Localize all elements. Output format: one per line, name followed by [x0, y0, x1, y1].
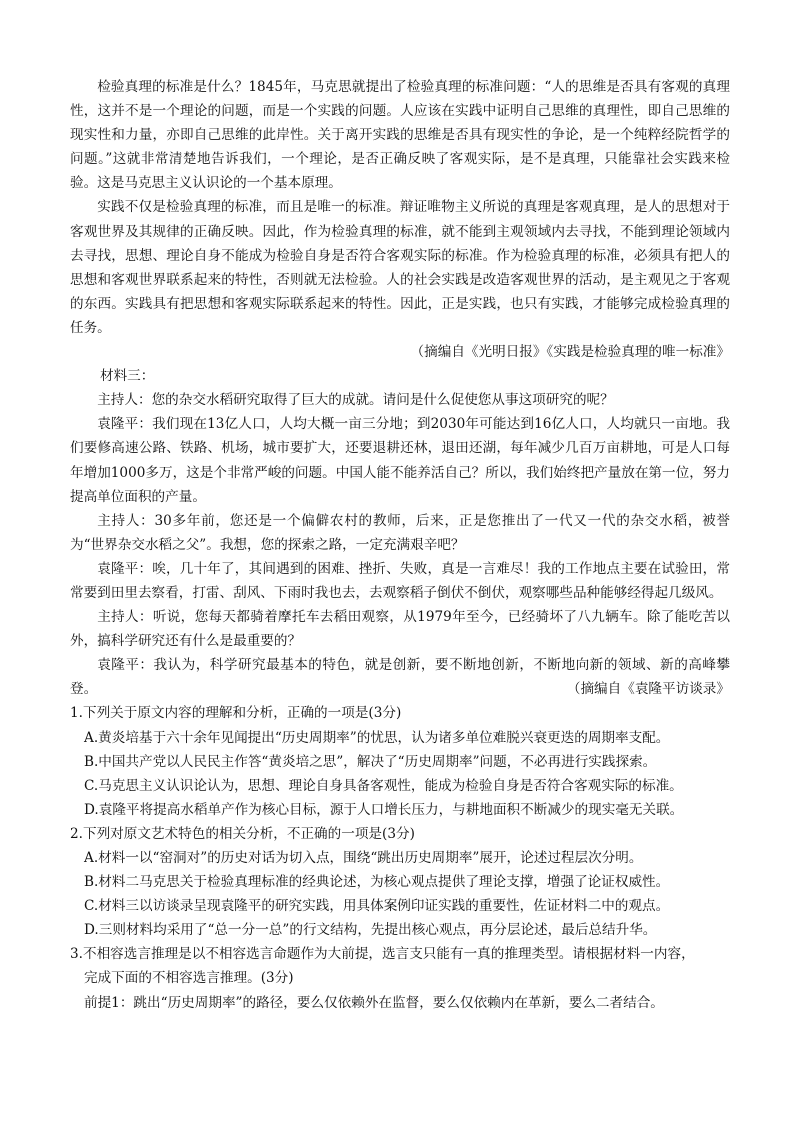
question-1: [70, 701, 730, 821]
question-2-option-a: A.材料一以“窑洞对”的历史对话为切入点，围绕“跳出历史周期率”展开，论述过程层次分明。: [84, 850, 643, 866]
material2-paragraph-1: 检验真理的标准是什么？1845年，马克思就提出了检验真理的标准问题：“人的思维是否具有客观的真理性，这并不是一个理论的问题，而是一个实践的问题。人应该在实践中证明自己思维的真理性，即自己思维的现实性和力量，亦即自己思维的此岸性。关于离开实践的思维是否具有现实性的争论，是一个纯粹经院哲学的问题。”这就非常清楚地告诉我们，一个理论，是否正确反映了客观实际，是不是真理，只能靠社会实践来检验。这是马克思主义认识论的一个基本原理。: [70, 79, 730, 192]
interview-line: [70, 388, 730, 412]
interview-transcript: [70, 388, 730, 701]
speech-text: 30多年前，您还是一个偏僻农村的教师，后来，正是您推出了一代又一代的杂交水稻，被誉为“世界杂交水稻之父”。我想，您的探索之路，一定充满艰辛吧？: [70, 512, 731, 553]
question-2-stem: 2.下列对原文艺术特色的相关分析，不正确的一项是(3分): [70, 825, 415, 842]
interview-line: [70, 509, 730, 557]
question-1-stem: 1.下列关于原文内容的理解和分析，正确的一项是(3分): [70, 705, 402, 722]
material2-paragraph-2: 实践不仅是检验真理的标准，而且是唯一的标准。辩证唯物主义所说的真理是客观真理，是人的思想对于客观世界及其规律的正确反映。因此，作为检验真理的标准，就不能到主观领域内去寻找，不能到理论领域内去寻找，思想、理论自身不能成为检验自身是否符合客观实际的标准。作为检验真理的标准，必须具有把人的思想和客观世界联系起来的特性，否则就无法检验。人的社会实践是改造客观世界的活动，是主观见之于客观的东西。实践具有把思想和客观实际联系起来的特性。因此，正是实践，也只有实践，才能够完成检验真理的任务。: [70, 199, 730, 336]
speaker-name: 主持人：: [97, 392, 152, 409]
question-3: [70, 942, 730, 1014]
speaker-name: 袁隆平：: [97, 416, 153, 433]
speech-text: 我认为，科学研究最基本的特色，就是创新，要不断地创新，不断地向新的领域、新的高峰攀登。: [70, 657, 731, 698]
interview-line: [70, 557, 730, 605]
question-2-option-b: B.材料二马克思关于检验真理标准的经典论述，为核心观点提供了理论支撑，增强了论证权威性。: [84, 874, 670, 891]
interview-line: [70, 653, 730, 701]
question-1-option-b: B.中国共产党以人民民主作答“黄炎培之思”，解决了“历史周期率”问题，不必再进行实践探索。: [84, 753, 657, 770]
speaker-name: 主持人：: [97, 609, 153, 626]
question-1-option-c: C.马克思主义认识论认为，思想、理论自身具备客观性，能成为检验自身是否符合客观实际的标准。: [84, 777, 683, 794]
question-2-option-c: C.材料三以访谈录呈现袁隆平的研究实践，用具体案例印证实践的重要性，佐证材料二中的观点。: [84, 898, 670, 915]
question-3-stem-line-1: 3.不相容选言推理是以不相容选言命题作为大前提，选言支只能有一真的推理类型。请根据材料一内容，: [70, 946, 695, 963]
question-2-option-d: D.三则材料均采用了“总一分一总”的行文结构，先提出核心观点，再分层论述，最后总结升华。: [84, 922, 657, 939]
question-2: [70, 822, 730, 942]
speech-text: 您的杂交水稻研究取得了巨大的成就。请问是什么促使您从事这项研究的呢？: [151, 392, 614, 409]
speaker-name: 袁隆平：: [97, 560, 153, 577]
material3-source: （摘编自《袁隆平访谈录》: [566, 681, 730, 698]
speech-text: 听说，您每天都骑着摩托车去稻田观察，从1979年至今，已经骑坏了八九辆车。除了能吃苦以外，搞科学研究还有什么是最重要的？: [70, 609, 731, 650]
speaker-name: 主持人：: [97, 512, 155, 529]
material2-source: （摘编自《光明日报》《实践是检验真理的唯一标准》: [410, 344, 730, 361]
question-3-premise-1: 前提1：跳出“历史周期率”的路径，要么仅依赖外在监督，要么仅依赖内在革新，要么二者结合。: [84, 994, 664, 1011]
speech-text: 我们现在13亿人口，人均大概一亩三分地；到2030年可能达到16亿人口，人均就只一亩地。我们要修高速公路、铁路、机场，城市要扩大，还要退耕还林，退田还湖，每年减少几百万亩耕地，可是人口每年增加1000多万，这是个非常严峻的问题。中国人能不能养活自己？所以，我们始终把产量放在第一位，努力提高单位面积的产量。: [70, 416, 731, 505]
question-1-option-a: A.黄炎培基于六十余年见闻提出“历史周期率”的忧思，认为诸多单位难脱兴衰更迭的周期率支配。: [84, 729, 670, 746]
speaker-name: 袁隆平：: [97, 657, 154, 674]
question-3-stem-line-2: 完成下面的不相容选言推理。(3分): [84, 970, 294, 987]
material3-label: 材料三：: [100, 368, 155, 385]
document-page: [70, 75, 730, 1015]
question-1-option-d: D.袁隆平将提高水稻单产作为核心目标，源于人口增长压力，与耕地面积不断减少的现实毫无关联。: [84, 801, 684, 818]
interview-line: [70, 412, 730, 508]
interview-line: [70, 605, 730, 653]
speech-text: 唉，几十年了，其间遇到的困难、挫折、失败，真是一言难尽！我的工作地点主要在试验田，常常要到田里去察看，打雷、刮风、下雨时我也去，去观察稻子倒伏不倒伏，观察哪些品种能够经得起几级风。: [70, 560, 731, 601]
